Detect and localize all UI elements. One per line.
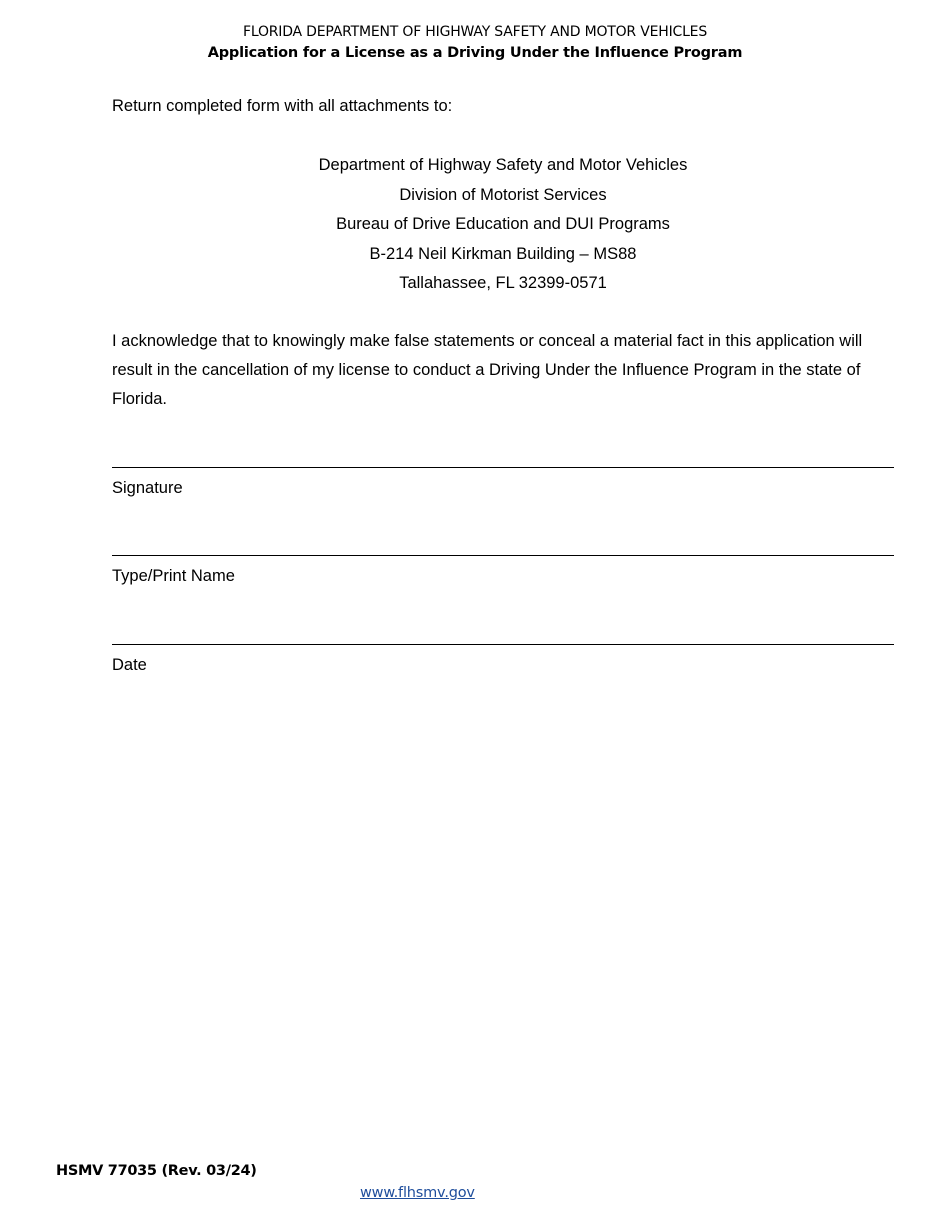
form-title: Application for a License as a Driving Under the Influence Program (207, 45, 743, 61)
signature-line[interactable] (112, 467, 894, 468)
signature-field[interactable] (112, 467, 894, 498)
address-line-division: Division of Motorist Services (399, 185, 607, 204)
date-field[interactable] (112, 644, 894, 675)
form-code: HSMV 77035 (Rev. 03/24) (56, 1163, 257, 1179)
address-line-city: Tallahassee, FL 32399-0571 (399, 274, 607, 292)
signature-label: Signature (112, 479, 183, 497)
acknowledgement-statement: I acknowledge that to knowingly make false statements or conceal a material fact in this application will result in the cancellation of my license to conduct a Driving Under the Influence Program in the state of Florida. (112, 332, 863, 408)
print-name-field[interactable] (112, 555, 894, 586)
agency-name: FLORIDA DEPARTMENT OF HIGHWAY SAFETY AND MOTOR VEHICLES (242, 24, 708, 40)
mailing-address (112, 151, 894, 299)
address-line-building: B-214 Neil Kirkman Building – MS88 (369, 244, 637, 263)
return-instructions: Return completed form with all attachments to: (112, 97, 453, 115)
print-name-label: Type/Print Name (112, 567, 235, 585)
address-line-department: Department of Highway Safety and Motor Vehicles (318, 156, 688, 174)
address-line-bureau: Bureau of Drive Education and DUI Programs (336, 215, 670, 233)
date-line[interactable] (112, 644, 894, 645)
print-name-line[interactable] (112, 555, 894, 556)
form-header (0, 22, 950, 64)
website-link[interactable]: www.flhsmv.gov (360, 1185, 475, 1201)
date-label: Date (112, 656, 147, 674)
